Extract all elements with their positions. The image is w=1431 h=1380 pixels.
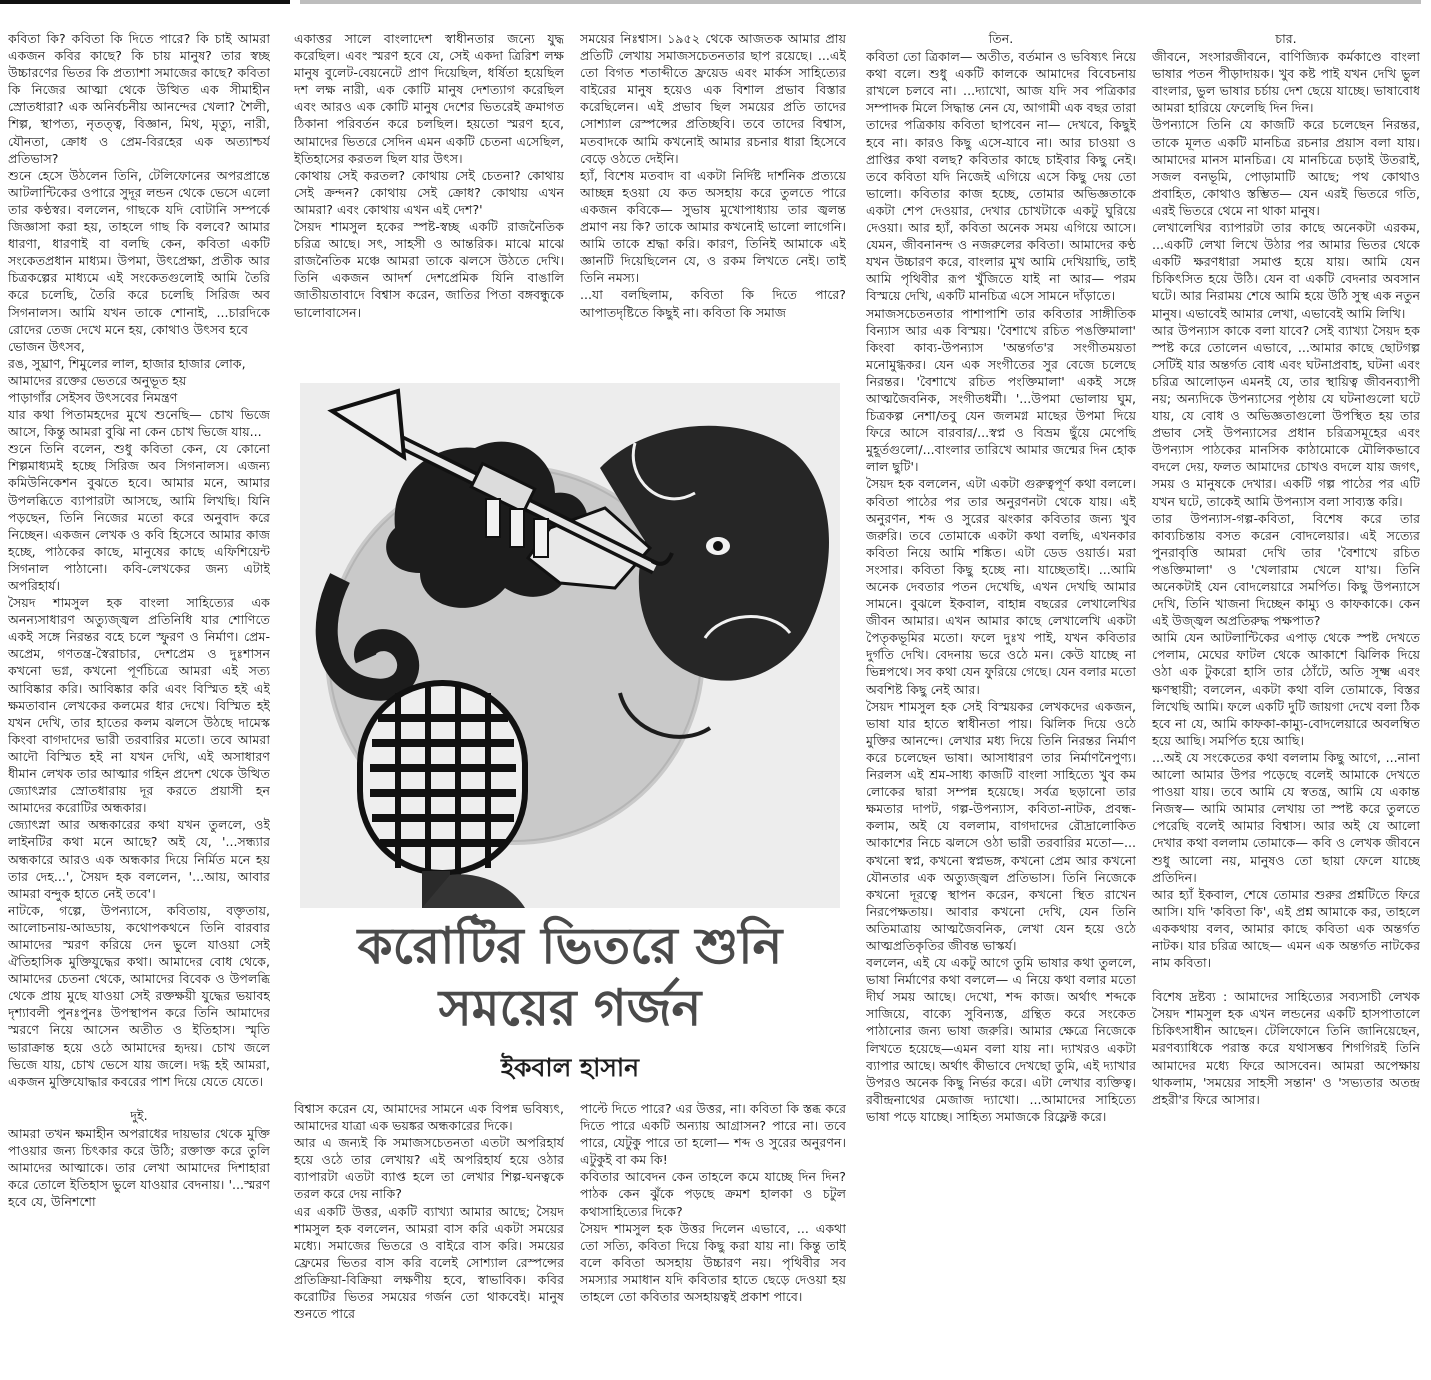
paragraph: আমাদের রক্তের ভেতরে অনুভূত হয়	[8, 372, 187, 388]
column-3-top	[580, 30, 846, 375]
column-3-bottom	[580, 1100, 846, 1375]
headline	[300, 915, 840, 1039]
paragraph: নাটকে, গল্পে, উপন্যাসে, কবিতায়, বক্তৃতায়, আলোচনায়-আড্ডায়, কথোপকথনে তিনি বারবার আমাদের স্মরণ করিয়ে দেন ভুলে যাওয়া সেই ঐতিহাসিক মুক্তিযুদ্ধের কথা। আমাদের বোধ থেকে, আমাদের চেতনা থেকে, আমাদের বিবেক ও উপলব্ধি থেকে প্রায় মুছে যাওয়া সেই রক্তক্ষয়ী যুদ্ধের ভয়াবহ দৃশ্যাবলী পুনঃপুনঃ উপস্থাপন করে তিনি আমাদের স্মরণে নিয়ে আসেন অতীত ও ইতিহাস। স্মৃতি ভারাক্রান্ত হয়ে ওঠে আমাদের হৃদয়। চোখ জলে ভিজে যায়, চোখ ভেসে যায় জলে। দগ্ধ হই আমরা, একজন মুক্তিযোদ্ধার কবরের পাশ দিয়ে যেতে যেতে।	[8, 902, 270, 1089]
byline: ইকবাল হাসান	[500, 1053, 640, 1082]
paragraph: আর হ্যাঁ ইকবাল, শেষে তোমার শুরুর প্রশ্নটিতে ফিরে আসি। যদি 'কবিতা কি', এই প্রশ্ন আমাকে কর, তাহলে এককথায় বলব, আমার কাছে কবিতা এক অন্তর্গত নাটক। যার চরিত্র আছে— এমন এক অন্তর্গত নাটকের নাম কবিতা।	[1152, 886, 1420, 971]
paragraph: কবিতার আবেদন কেন তাহলে কমে যাচ্ছে দিন দিন? পাঠক কেন ঝুঁকে পড়ছে ক্রমশ হালকা ও চটুল কথাসাহিত্যের দিকে?	[580, 1169, 846, 1219]
paragraph: শুনে তিনি বলেন, শুধু কবিতা কেন, যে কোনো শিল্পমাধ্যমই হচ্ছে সিরিজ অব সিগনালস। এজন্য কমিউনিকেশন বুঝতে হবে। আমার মনে, আমার উপলব্ধিতে ব্যাপারটা আসছে, আমি লিখছি। যিনি পড়ছেন, তিনি নিজের মতো করে অনুবাদ করে নিচ্ছেন। একজন লেখক ও কবি হিসেবে আমার কাজ হচ্ছে, পাঠকের কাছে, মানুষের কাছে এফিশিয়েন্ট সিগনাল পাঠানো। কবি-লেখকের জন্য এটাই অপরিহার্য।	[8, 441, 270, 593]
paragraph: একাত্তর সালে বাংলাদেশ স্বাধীনতার জন্যে যুদ্ধ করেছিল। এবং স্মরণ হবে যে, সেই একদা ত্রিরিশ লক্ষ মানুষ বুলেট-বেয়নেটে প্রাণ দিয়েছিল, ধর্ষিতা হয়েছিল দশ লক্ষ নারী, এক কোটি মানুষ দেশত্যাগ করেছিল এবং আরও এক কোটি মানুষ দেশের ভিতরেই ক্রমাগত ঠিকানা পরিবর্তন করে চলছিল। হয়তো স্মরণ হবে, আমাদের ভিতরে সেদিন এমন একটি চেতনা এসেছিল, ইতিহাসের করতল ছিল যার উৎস।	[294, 31, 564, 166]
paragraph: ...অই যে সংকেতের কথা বললাম কিছু আগে, ...নানা আলো আমার উপর পড়েছে বলেই আমাকে দেখতে পাওয়া যায়। তবে আমি যে স্বতন্ত্র, আমি যে একান্ত নিজস্ব— আমি আমার লেখায় তা স্পষ্ট করে তুলতে পেরেছি বলেই আমার বিশ্বাস। আর অই যে আলো দেখার কথা বললাম তোমাকে— কবি ও লেখক জীবনে শুধু আলো নয়, মানুষও তো ছায়া ফেলে যাচ্ছে প্রতিদিন।	[1152, 749, 1420, 885]
paragraph: পাড়াগাঁর সেইসব উৎসবের নিমন্ত্রণ	[8, 389, 178, 405]
paragraph: সৈয়দ শামসুল হক উত্তর দিলেন এভাবে, ... একথা তো সত্যি, কবিতা দিয়ে কিছু করা যায় না। কিন্তু তাই বলে কবিতা অসহায় উচ্চারণ নয়। পৃথিবীর সব সমস্যার সমাধান যদি কবিতার হাতে ছেড়ে দেওয়া হয় তাহলে তো কবিতার অসহায়ত্বই প্রকাশ পাবে।	[580, 1220, 846, 1305]
column-5	[1152, 30, 1420, 1375]
paragraph: সৈয়দ শামসুল হক সেই বিস্ময়কর লেখকদের একজন, ভাষা যার হাতে স্বাধীনতা পায়। ঝিলিক দিয়ে ওঠে মুক্তির আনন্দে। লেখার মধ্য দিয়ে তিনি নিরন্তর নির্মাণ করে চলেছেন ভাষা। আসাধারণ তার নির্মাণনৈপুণ্য। নিরলস এই শ্রম-সাধ্য কাজটি বাংলা সাহিত্যে খুব কম লোকের দ্বারা সম্পন্ন হয়েছে। সর্বত্র ছড়ানো তার ক্ষমতার দাপট, গল্প-উপন্যাস, কবিতা-নাটক, প্রবন্ধ-কলাম, অই যে বললাম, বাগদাদের রৌদ্রালোকিত আকাশের নিচে ঝলসে ওঠা ভারী তরবারির মতো—... কখনো স্বপ্ন, কখনো স্বপ্নভঙ্গ, কখনো প্রেম আর কখনো যৌনতার এক অত্যুজ্জ্বল প্রতিভাস। তিনি নিজেকে কখনো দূরত্বে স্থাপন করেন, কখনো স্থিত রাখেন নিরপেক্ষতায়। আবার কখনো দেখি, যেন তিনি অতিমাত্রায় আত্মজৈবনিক, লেখা যেন হয়ে ওঠে আত্মপ্রতিকৃতির জীবন্ত ভাস্কর্য।	[866, 698, 1136, 953]
top-rule-dark	[0, 0, 290, 4]
paragraph: আমরা তখন ক্ষমাহীন অপরাধের দায়ভার থেকে মুক্তি পাওয়ার জন্য চিৎকার করে উঠি; রক্তাক্ত করে তুলি আমাদের আত্মাকে। তার লেখা আমাদের দিশাহারা করে তোলে ইতিহাস ভুলে যাওয়ার বেদনায়। '...স্মরণ হবে যে, উনিশশো	[8, 1125, 270, 1210]
paragraph: সময়ের নিঃশ্বাস। ১৯৫২ থেকে আজতক আমার প্রায় প্রতিটি লেখায় সমাজসচেতনতার ছাপ রয়েছে। ...এই তো বিগত শতাব্দীতে ফ্রয়েড এবং মার্কস সাহিত্যের বাইরের মানুষ হয়েও এক বিশাল প্রভাব বিস্তার করেছিলেন। এই প্রভাব ছিল সময়ের প্রতি তাদের সোশ্যাল রেস্পন্সের প্রতিচ্ছবি। তবে তাদের বিশ্বাস, মতবাদকে আমি কখনোই আমার রচনার ধারা হিসেবে বেড়ে ওঠতে দেইনি।	[580, 31, 846, 166]
paragraph: আর উপন্যাস কাকে বলা যাবে? সেই ব্যাখ্যা সৈয়দ হক স্পষ্ট করে তোলেন এভাবে, ...আমার কাছে ছোটগল্প সেটিই যার অন্তর্গত বোধ এবং ঘটনাপ্রবাহ, ঘটনা এবং চরিত্র আলোড়ন এমনই যে, তার স্থায়িত্ব জীবনব্যাপী নয়; অন্যদিকে উপন্যাসের পৃষ্ঠায় যে ঘটনাগুলো ঘটে যায়, যে বোধ ও অভিজ্ঞতাগুলো উপস্থিত হয় তার প্রভাব সেই উপন্যাসের প্রধান চরিত্রসমূহের এবং উপন্যাস পাঠকের মানসিক কাঠামোকে মৌলিকভাবে বদলে দেয়, ফলত আমাদের চোখও বদলে যায় জগৎ, সময় ও মানুষকে দেখার। একটি গল্প পাঠের পর এটি যখন ঘটে, তাকেই আমি উপন্যাস বলা সাব্যস্ত করি।	[1152, 322, 1420, 509]
headline-line-1: করোটির ভিতরে শুনি	[357, 916, 783, 975]
paragraph: হ্যাঁ, বিশেষ মতবাদ বা একটা নির্দিষ্ট দার্শনিক প্রত্যয়ে আচ্ছন্ন হওয়া যে কত অসহায় করে তুলতে পারে একজন কবিকে— সুভাষ মুখোপাধ্যায় তার জ্বলন্ত প্রমাণ নয় কি? তাকে আমার কখনোই ভালো লাগেনি। আমি তাকে শ্রদ্ধা করি। কারণ, তিনিই আমাকে এই জ্ঞানটি দিয়েছিলেন যে, ও রকম লিখতে নেই। তাই তিনি নমস্য।	[580, 167, 846, 286]
headline-line-2: সময়ের গর্জন	[438, 978, 702, 1037]
paragraph: আমি যেন আটলান্টিকের এপাড় থেকে স্পষ্ট দেখতে পেলাম, মেঘের ফাটল থেকে আকাশে ঝিলিক দিয়ে ওঠা এক টুকরো হাসি তার ঠোঁটে, অতি সূক্ষ্ম এবং ক্ষণস্থায়ী; বললেন, একটা কথা বলি তোমাকে, বিস্তর লিখেছি আমি। ফলে একটি দুটি জায়গা দেখে বলা ঠিক হবে না যে, আমি কাফকা-কাম্যু-বোদলেয়ারে অবলম্বিত হয়ে আছি। সমর্পিত হয়ে আছি।	[1152, 630, 1420, 748]
paragraph: কবিতা কি? কবিতা কি দিতে পারে? কি চাই আমরা একজন কবির কাছে? কি চায় মানুষ? তার স্বচ্ছ উচ্চারণের ভিতর কি প্রত্যাশা সমাজের কাছে? কবিতা কি নিজের আত্মা থেকে উত্থিত এক সীমাহীন স্রোতধারা? এক অনির্বচনীয় আনন্দের খেলা? শৈলী, শিল্প, স্থাপত্য, নৃতত্ত্ব, বিজ্ঞান, মিথ, মৃত্যু, নারী, যৌনতা, ক্রোধ ও প্রেম-বিরহের এক অত্যাশ্চর্য প্রতিভাস?	[8, 31, 270, 166]
paragraph: ভোজন উৎসব,	[8, 338, 85, 354]
paragraph: ...যা বলছিলাম, কবিতা কি দিতে পারে? আপাতদৃষ্টিতে কিছুই না। কবিতা কি সমাজ	[580, 287, 846, 320]
illustration-trumpet-microphone	[300, 383, 840, 908]
section-heading: দুই.	[130, 1107, 148, 1123]
paragraph: রঙ, সুঘ্রাণ, শিমুলের লাল, হাজার হাজার লোক,	[8, 355, 246, 371]
paragraph: এর একটি উত্তর, একটি ব্যাখ্যা আমার আছে; সৈয়দ শামসুল হক বললেন, আমরা বাস করি একটা সময়ের মধ্যে। সমাজের ভিতরে ও বাইরে বাস করি। সময়ের ফ্রেমের ভিতর বাস করি বলেই সোশ্যাল রেস্পন্সের প্রতিক্রিয়া-বিক্রিয়া লক্ষণীয় হবে, স্বাভাবিক। কবির করোটির ভিতর সময়ের গর্জন তো থাকবেই। মানুষ শুনতে পারে	[294, 1203, 564, 1322]
paragraph: উপন্যাসে তিনি যে কাজটি করে চলেছেন নিরন্তর, তাকে মূলত একটি মানচিত্র রচনার প্রয়াস বলা যায়। আমাদের মানস মানচিত্র। যে মানচিত্রে চড়াই উতরাই, সজল বনভূমি, পোড়ামাটি আছে; পথ কোথাও প্রবাহিত, কোথাও স্তম্ভিত— যেন এরই ভিতরে গতি, এরই ভিতরে থেমে না থাকা মানুষ।	[1152, 117, 1420, 218]
paragraph-gap	[1152, 971, 1420, 988]
paragraph: শুনে হেসে উঠলেন তিনি, টেলিফোনের অপরপ্রান্তে আটলান্টিকের ওপারে সুদূর লন্ডন থেকে ভেসে এলো তার কণ্ঠস্বর। বললেন, গাছকে যদি বোটানি সম্পর্কে জিজ্ঞাসা করা হয়, তাহলে গাছ কি বলবে? আমার ধারণা, ধারণাই বা বলছি কেন, কবিতা একটি সংকেতপ্রধান মাধ্যম। উপমা, উৎপ্রেক্ষা, প্রতীক আর চিত্রকল্পের মাধ্যমে এই সংকেতগুলোই আমি তৈরি করে চলেছি, তৈরি করে চলেছি সিরিজ অব সিগনালস। আমি যখন তাকে শোনাই, ...চারদিকে রোদের তেজ দেখে মনে হয়, কোথাও উৎসব হবে	[8, 167, 270, 337]
paragraph: কোথায় সেই করতল? কোথায় সেই চেতনা? কোথায় সেই ক্রন্দন? কোথায় সেই ক্রোধ? কোথায় এখন আমরা? এবং কোথায় এখন এই দেশ?'	[294, 167, 564, 217]
paragraph: বললেন, এই যে একটু আগে তুমি ভাষার কথা তুললে, ভাষা নির্মাণের কথা বললে— এ নিয়ে কথা বলার মতো দীর্ঘ সময় আছে। দেখো, শব্দ কাজ। অর্থাৎ শব্দকে সাজিয়ে, বাক্যে সুবিন্যস্ত, গ্রন্থিত করে সংকেত পাঠানোর জন্য ভাষা জরুরি। আমার ক্ষেত্রে নিজেকে লিখতে হয়েছে—এমন বলা যায় না। দ্যাখরও একটা ব্যাপার আছে। অর্থাৎ কীভাবে দেখছো তুমি, এই দ্যাখার উপরও অনেক কিছু নির্ভর করে। এটা লেখার ব্যক্তিত্ব। রবীন্দ্রনাথের মেজাজ দ্যাখো। ...আমাদের সাহিত্যে ভাষা পড়ে যাচ্ছে। সাহিত্য সমাজকে রিফ্লেক্ট করে।	[866, 955, 1136, 1124]
column-2-top	[294, 30, 564, 375]
top-rule-grey	[300, 0, 1421, 4]
paragraph: জ্যোৎস্না আর অন্ধকারের কথা যখন তুললে, ওই লাইনটির কথা মনে আছে? অই যে, '...সন্ধ্যার অন্ধকারে আরও এক অন্ধকার দিয়ে নির্মিত মনে হয় তার দেহ...', সৈয়দ হক বললেন, '...আয়, আবার আমরা বন্দুক হাতে নেই তবে'।	[8, 817, 270, 901]
paragraph: বিশেষ দ্রষ্টব্য : আমাদের সাহিত্যের সব্যসাচী লেখক সৈয়দ শামসুল হক এখন লন্ডনের একটি হাসপাতালে চিকিৎসাধীন আছেন। টেলিফোনে তিনি জানিয়েছেন, মরণব্যাধিকে পরাস্ত করে যথাসম্ভব শিগগিরই তিনি আমাদের মধ্যে ফিরে আসবেন। আমরা অপেক্ষায় থাকলাম, 'সময়ের সাহসী সন্তান' ও 'সভ্যতার অতন্দ্র প্রহরী'র ফিরে আসার।	[1152, 989, 1420, 1107]
section-heading: তিন.	[988, 31, 1014, 46]
section-heading: চার.	[1275, 31, 1297, 46]
paragraph: বিশ্বাস করেন যে, আমাদের সামনে এক বিপন্ন ভবিষ্যৎ, আমাদের যাত্রা এক ভয়ঙ্কর অন্ধকারের দিকে।	[294, 1101, 564, 1134]
paragraph: জীবনে, সংসারজীবনে, বাণিজ্যিক কর্মকাণ্ডে বাংলা ভাষার পতন পীড়াদায়ক। খুব কষ্ট পাই যখন দেখি ভুল বাংলার, ভুল ভাষার চর্চায় দেশ ছেয়ে যাচ্ছে। ভাষাবোধ আমরা হারিয়ে ফেলেছি দিন দিন।	[1152, 49, 1420, 116]
paragraph: সৈয়দ শামসুল হকের স্পষ্ট-স্বচ্ছ একটি রাজনৈতিক চরিত্র আছে। সৎ, সাহসী ও আন্তরিক। মাঝে মাঝে রাজনৈতিক মঞ্চে আমরা তাকে ঝলসে উঠতে দেখি। তিনি একজন আদর্শ দেশপ্রেমিক যিনি বাঙালি জাতীয়তাবাদে বিশ্বাস করেন, জাতির পিতা বঙ্গবন্ধুকে ভালোবাসেন।	[294, 219, 564, 320]
paragraph: কবিতা তো ত্রিকাল— অতীত, বর্তমান ও ভবিষ্যৎ নিয়ে কথা বলে। শুধু একটি কালকে আমাদের বিবেচনায় রাখলে চলবে না। ...দ্যাখো, আজ যদি সব পত্রিকার সম্পাদক মিলে সিদ্ধান্ত নেন যে, আগামী এক বছর তারা তাদের পত্রিকায় কবিতা ছাপবেন না— দেখবে, কিছুই হবে না। কারও কিছু এসে-যাবে না। আর চাওয়া ও প্রাপ্তির কথা বলছ? কবিতার কাছে চাইবার কিছু নেই। তবে কবিতা যদি নিজেই এগিয়ে এসে কিছু দেয় তো ভালো। কবিতার কাজ হচ্ছে, তোমার অভিজ্ঞতাকে একটা শেপ দেওয়ার, দেখার চোখটাকে একটু ঘুরিয়ে দেওয়া। আর হ্যাঁ, কবিতা অনেক সময় এগিয়ে আসে। যেমন, জীবনানন্দ ও নজরুলের কবিতা। আমাদের কণ্ঠ যখন উচ্চারণ করে, বাংলার মুখ আমি দেখিয়াছি, তাই আমি পৃথিবীর রূপ খুঁজিতে যাই না আর— পরম বিস্ময়ে দেখি, একটি মানচিত্র এসে সামনে দাঁড়াতে।	[866, 49, 1136, 304]
column-1	[8, 30, 270, 1375]
paragraph: সমাজসচেতনতার পাশাপাশি তার কবিতার সাঙ্গীতিক বিন্যাস আর এক বিস্ময়। 'বৈশাখে রচিত পঙক্তিমালা' কিংবা কাব্য-উপন্যাস 'অন্তর্গত'র সংগীতময়তা মনোমুগ্ধকর। যেন এক সংগীতের সুর বেজে চলেছে নিরন্তর। 'বৈশাখে রচিত পংক্তিমালা' একই সঙ্গে আত্মজৈবনিক, সংগীতধর্মী। '...উপমা ভোলায় ঘুম, চিত্রকল্প নেশা/তবু যেন জলমগ্ন মাছের উপমা দিয়ে ফিরে আসে বারবার/...স্বপ্ন ও বিভ্রম ছুঁয়ে মেপেছি মুহূর্তগুলো/...বাংলার তারিখে আমার জন্মের দিন হোক লাল ছুটি'।	[866, 305, 1136, 475]
paragraph: সৈয়দ শামসুল হক বাংলা সাহিত্যের এক অনন্যসাধারণ অত্যুজ্জ্বল প্রতিনিধি যার শোণিতে একই সঙ্গে নিরন্তর বহে চলে স্ফুরণ ও নির্মাণ। প্রেম-অপ্রেম, গণতন্ত্র-স্বৈরাচার, দেশপ্রেম ও দুঃশাসন কখনো ভগ্ন, কখনো পূর্ণচিত্রে আমরা এই সত্য আবিষ্কার করি। আবিষ্কার করি এবং বিস্মিত হই এই ক্ষমতাবান লেখকের কলমের ধার দেখে। বিস্মিত হই যখন দেখি, তার হাতের কলম ঝলসে উঠছে দামেস্ক কিংবা বাগদাদের ভারী তরবারির মতো। তবে আমরা আদৌ বিস্মিত হই না যখন দেখি, এই অসাধারণ ধীমান লেখক তার আত্মার গহিন প্রদেশ থেকে উত্থিত জ্যোৎস্নার স্রোতধারায় দূর করতে প্রয়াসী হন আমাদের করোটির অন্ধকার।	[8, 595, 270, 816]
top-rule	[0, 0, 1431, 4]
paragraph: লেখালেখির ব্যাপারটা তার কাছে অনেকটা এরকম, ...একটি লেখা লিখে উঠার পর আমার ভিতর থেকে একটি ক্ষরণধারা সমাপ্ত হয়ে যায়। আমি যেন চিকিৎসিত হয়ে উঠি। যেন বা একটি বেদনার অবসান ঘটে। আর নিরাময় শেষে আমি হয়ে উঠি সুস্থ এক নতুন মানুষ। এভাবেই আমার লেখা, এভাবেই আমি লিখি।	[1152, 220, 1420, 321]
paragraph: পাল্টে দিতে পারে? এর উত্তর, না। কবিতা কি স্তব্ধ করে দিতে পারে একটি অন্যায় আগ্রাসন? পারে না। তবে পারে, যেটুকু পারে তা হলো— শব্দ ও সুরের অনুরণন। এটুকুই বা কম কি!	[580, 1101, 846, 1168]
column-4	[866, 30, 1136, 1375]
paragraph: তার উপন্যাস-গল্প-কবিতা, বিশেষ করে তার কাব্যচিন্তায় বসত করেন বোদলেয়ার। এই সত্যের পুনরাবৃত্তি আমরা দেখি তার 'বৈশাখে রচিত পঙক্তিমালা' ও 'খেলারাম খেলে যা'য়। তিনি অনেকটাই যেন বোদলেয়ারে সমর্পিত। কিছু উপন্যাসে দেখি, তিনি খাজনা দিচ্ছেন কাম্যু ও কাফকাকে। কেন এই উজ্জ্বল অপ্রতিরুদ্ধ পক্ষপাত?	[1152, 510, 1420, 629]
paragraph-gap	[8, 1090, 270, 1107]
column-2-bottom	[294, 1100, 564, 1375]
paragraph: যার কথা পিতামহদের মুখে শুনেছি— চোখ ভিজে আসে, কিন্তু আমরা বুঝি না কেন চোখ ভিজে যায়...	[8, 407, 270, 440]
paragraph: সৈয়দ হক বললেন, এটা একটা গুরুত্বপূর্ণ কথা বললে। কবিতা পাঠের পর তার অনুরণনটা থেকে যায়। এই অনুরণন, শব্দ ও সুরের ঝংকার কবিতার জন্য খুব জরুরি। তবে তোমাকে একটা কথা বলছি, এখনকার কবিতা নিয়ে আমি শঙ্কিত। এটা ডেড ওয়ার্ড। মরা সংসার। কবিতা কিছু হচ্ছে না। যাচ্ছেতাই। ...আমি অনেক দেবতার পতন দেখেছি, এখন দেখছি আমার সামনে। বুঝলে ইকবাল, বাহান্ন বছরের লেখালেখির জীবন আমার। এখন আমার কাছে লেখালেখি একটা পৈতৃকভূমির মতো। ফলে দুঃখ পাই, যখন কবিতার দুর্গতি দেখি। বেদনায় ভরে ওঠে মন। কেউ যাচ্ছে না ভিন্নপথে। সব কথা যেন ফুরিয়ে গেছে। যেন বলার মতো অবশিষ্ট কিছু নেই আর।	[866, 476, 1136, 697]
paragraph: আর এ জন্যই কি সমাজসচেতনতা এতটা অপরিহার্য হয়ে ওঠে তার লেখায়? এই অপরিহার্য হয়ে ওঠার ব্যাপারটা এতটা ব্যাপ্ত হলে তা লেখার শিল্প-ঘনত্বকে তরল করে দেয় নাকি?	[294, 1135, 564, 1202]
